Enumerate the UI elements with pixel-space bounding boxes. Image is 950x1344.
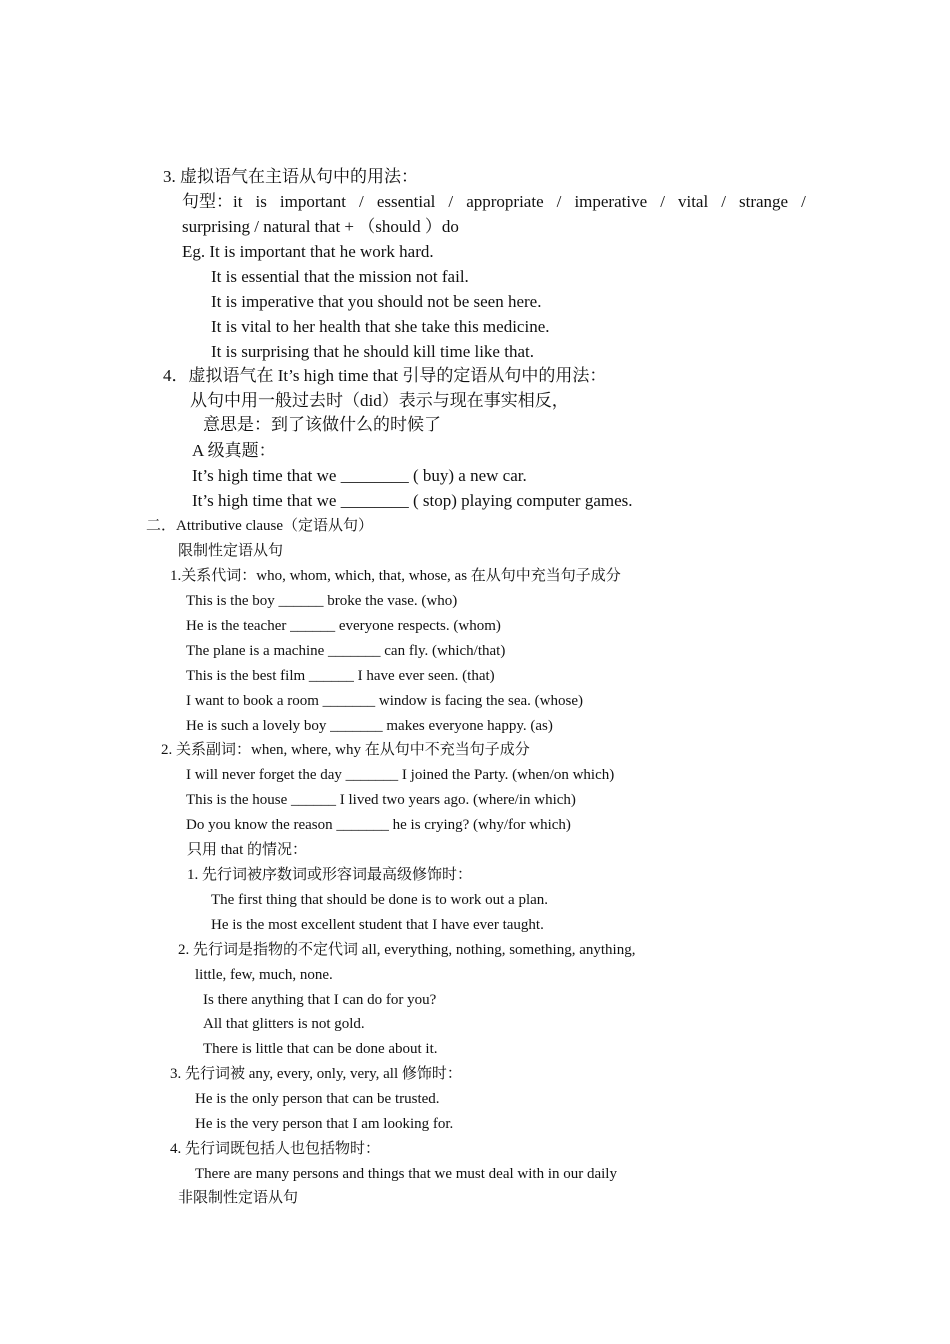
section4-question: It’s high time that we ________ ( stop) playing computer games.	[192, 491, 633, 510]
pattern-word: essential	[376, 192, 436, 211]
case4-heading: 4. 先行词既包括人也包括物时：	[170, 1141, 381, 1157]
case3-example: He is the only person that can be trusted.	[195, 1091, 440, 1107]
restrictive-label: 限制性定语从句	[178, 543, 284, 559]
pronoun-example: He is such a lovely boy _______ makes everyone happy. (as)	[186, 718, 553, 734]
pronoun-example: I want to book a room _______ window is facing the sea. (whose)	[186, 693, 584, 709]
nonrestrictive-label: 非限制性定语从句	[178, 1190, 299, 1206]
section4-exam-label: A 级真题：	[192, 441, 276, 460]
pattern-word: vital	[677, 192, 709, 211]
case3-example: He is the very person that I am looking for.	[195, 1116, 454, 1132]
pattern-word: /	[721, 192, 726, 211]
case2-example: Is there anything that I can do for you?	[203, 992, 437, 1008]
pattern-word: /	[448, 192, 454, 211]
pronoun-example: He is the teacher ______ everyone respects. (whom)	[186, 618, 501, 634]
section3-example: It is essential that the mission not fail.	[211, 267, 469, 286]
section3-pattern-line1	[182, 193, 806, 210]
pattern-word: imperative	[574, 192, 648, 211]
pronoun-example: This is the best film ______ I have ever seen. (that)	[186, 668, 495, 684]
pattern-word: strange	[739, 192, 789, 211]
part2-heading: 二．Attributive clause（定语从句）	[146, 518, 374, 534]
section3-example: Eg. It is important that he work hard.	[182, 242, 434, 261]
case3-heading: 3. 先行词被 any, every, only, very, all 修饰时：	[170, 1066, 462, 1082]
case2-example: All that glitters is not gold.	[203, 1016, 365, 1032]
section4-meaning: 意思是：到了该做什么的时候了	[203, 415, 441, 434]
adverb-example: Do you know the reason _______ he is crying? (why/for which)	[186, 817, 571, 833]
pattern-word: 句型：it	[182, 192, 243, 211]
pattern-word: important	[279, 192, 346, 211]
case1-example: The first thing that should be done is to work out a plan.	[211, 892, 549, 908]
section4-question: It’s high time that we ________ ( buy) a new car.	[192, 466, 527, 485]
section3-example: It is surprising that he should kill time like that.	[211, 342, 534, 361]
section3-example: It is imperative that you should not be seen here.	[211, 292, 542, 311]
case2-heading-cont: little, few, much, none.	[195, 967, 333, 983]
section4-rule: 从句中用一般过去时（did）表示与现在事实相反，	[190, 391, 569, 410]
section3-heading: 3. 虚拟语气在主语从句中的用法：	[163, 167, 418, 186]
pattern-word: /	[359, 192, 364, 211]
pattern-word: appropriate	[466, 192, 544, 211]
adverbs-heading: 2. 关系副词：when, where, why 在从句中不充当句子成分	[161, 742, 530, 758]
pattern-word: is	[255, 192, 267, 211]
case1-example: He is the most excellent student that I have ever taught.	[211, 917, 544, 933]
adverb-example: This is the house ______ I lived two years ago. (where/in which)	[186, 792, 576, 808]
adverb-example: I will never forget the day _______ I joined the Party. (when/on which)	[186, 767, 615, 783]
section3-pattern-line2: surprising / natural that + （should ）do	[182, 217, 459, 236]
pronouns-heading: 1.关系代词：who, whom, which, that, whose, as 在从句中充当句子成分	[170, 568, 621, 584]
section3-example: It is vital to her health that she take this medicine.	[211, 317, 550, 336]
case2-heading: 2. 先行词是指物的不定代词 all, everything, nothing, something, anything,	[178, 942, 636, 958]
only-that-label: 只用 that 的情况：	[187, 842, 307, 858]
section4-heading: 4．虚拟语气在 It’s high time that 引导的定语从句中的用法：	[163, 366, 607, 385]
pattern-word: /	[660, 192, 665, 211]
case4-example: There are many persons and things that we must deal with in our daily	[195, 1166, 617, 1182]
pronoun-example: The plane is a machine _______ can fly. (which/that)	[186, 643, 506, 659]
pattern-word: /	[556, 192, 562, 211]
case1-heading: 1. 先行词被序数词或形容词最高级修饰时：	[187, 867, 473, 883]
pronoun-example: This is the boy ______ broke the vase. (who)	[186, 593, 458, 609]
case2-example: There is little that can be done about it.	[203, 1041, 438, 1057]
pattern-word: /	[801, 192, 806, 211]
